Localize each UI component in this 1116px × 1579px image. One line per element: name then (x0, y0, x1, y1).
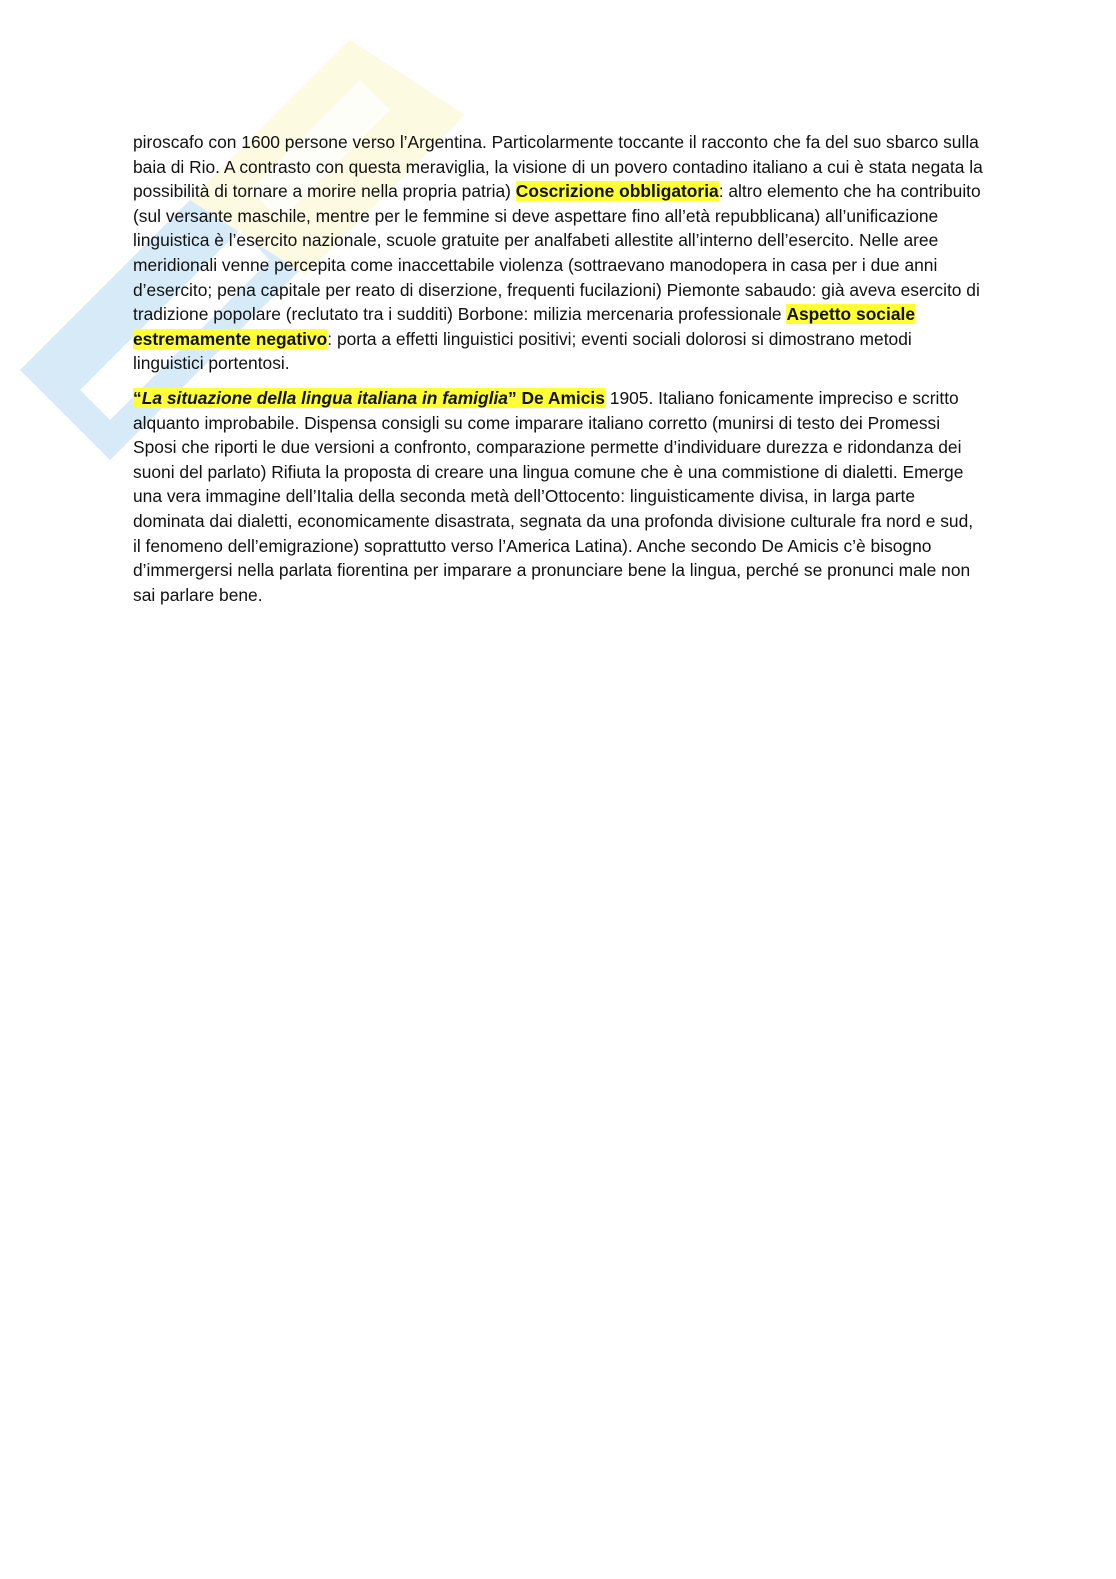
quote-open: “ (133, 387, 142, 408)
paragraph-de-amicis (133, 386, 983, 607)
document-body (133, 130, 983, 617)
highlight-coscrizione-obbligatoria: Coscrizione obbligatoria (515, 181, 719, 202)
paragraph-text: 1905. Italiano fonicamente impreciso e scritto alquanto improbabile. Dispensa consigli su come imparare italiano corretto (munirsi di testo dei Promessi Sposi che riporti le due versioni a confronto, comparazione permette d’individuare durezza e ridondanza dei suoni del parlato) Rifiuta la proposta di creare una lingua comune che è una commistione di dialetti. Emerge una vera immagine dell’Italia della seconda metà dell’Ottocento: linguisticamente divisa, in larga parte dominata dai dialetti, economicamente disastrata, segnata da una profonda divisione culturale fra nord e sud, il fenomeno dell’emigrazione) soprattutto verso l’America Latina). Anche secondo De Amicis c’è bisogno d’immergersi nella parlata fiorentina per imparare a pronunciare bene la lingua, perché se pronunci male non sai parlare bene. (133, 387, 974, 605)
paragraph-text: : altro elemento che ha contribuito (sul versante maschile, mentre per le femmine si deve aspettare fino all’età repubblicana) all’unificazione linguistica è l’esercito nazionale, scuole gratuite per analfabeti allestite all’interno dell’esercito. Nelle aree meridionali venne percepita come inaccettabile violenza (sottraevano manodopera in casa per i due anni d’esercito; pena capitale per reato di diserzione, frequenti fucilazioni) Piemonte sabaudo: già aveva esercito di tradizione popolare (reclutato tra i sudditi) Borbone: milizia mercenaria professionale (133, 181, 981, 325)
book-title: La situazione della lingua italiana in famiglia (141, 387, 508, 408)
paragraph-text: : porta a effetti linguistici positivi; eventi sociali dolorosi si dimostrano metodi linguistici portentosi. (133, 328, 912, 374)
quote-close: ” (507, 387, 522, 408)
paragraph-coscrizione (133, 130, 983, 376)
paragraph-text: piroscafo con 1600 persone verso l’Argentina. Particolarmente toccante il racconto che fa del suo sbarco sulla baia di Rio. A contrasto con questa meraviglia, la visione di un povero contadino italiano a cui è stata negata la possibilità di tornare a morire nella propria patria) (133, 132, 983, 202)
highlight-aspetto-sociale: Aspetto sociale estremamente negativo (133, 304, 915, 349)
author-name: De Amicis (521, 387, 605, 408)
